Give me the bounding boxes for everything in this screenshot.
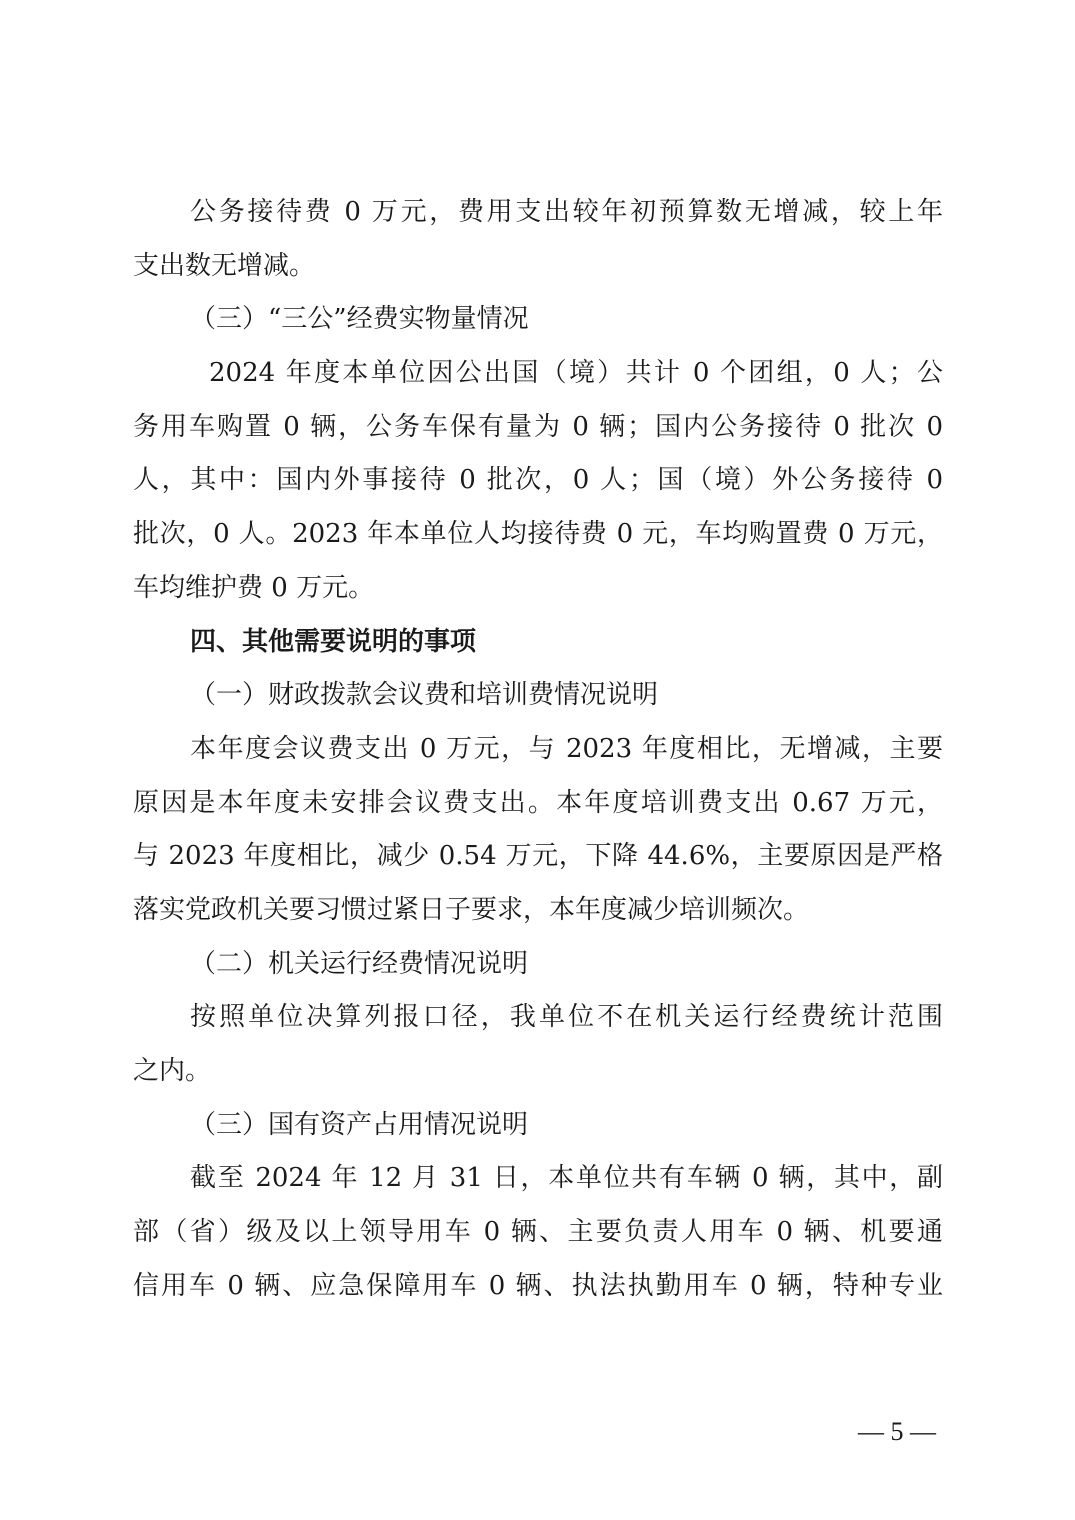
paragraph-line: 人，其中：国内外事接待 0 批次，0 人；国（境）外公务接待 0 [133,465,943,496]
subsection-heading: （三）“三公”经费实物量情况 [190,304,529,335]
paragraph-line: 截至 2024 年 12 月 31 日，本单位共有车辆 0 辆，其中，副 [190,1163,943,1194]
section-heading: 四、其他需要说明的事项 [190,626,477,657]
subsection-heading: （一）财政拨款会议费和培训费情况说明 [190,680,659,711]
paragraph-line: 之内。 [133,1056,212,1086]
paragraph-line: 车均维护费 0 万元。 [133,572,375,603]
paragraph-line: 务用车购置 0 辆，公务车保有量为 0 辆；国内公务接待 0 批次 0 [133,411,943,442]
paragraph-line: 按照单位决算列报口径，我单位不在机关运行经费统计范围 [190,1002,943,1033]
paragraph-line: 与 2023 年度相比，减少 0.54 万元，下降 44.6%，主要原因是严格 [133,841,943,872]
paragraph-line: 2024 年度本单位因公出国（境）共计 0 个团组，0 人；公 [209,358,943,389]
subsection-heading: （二）机关运行经费情况说明 [190,948,529,979]
paragraph-line: 公务接待费 0 万元，费用支出较年初预算数无增减，较上年 [190,197,943,227]
document-body [133,186,943,1313]
subsection-heading: （三）国有资产占用情况说明 [190,1109,529,1140]
paragraph-line: 批次，0 人。2023 年本单位人均接待费 0 元，车均购置费 0 万元， [133,519,943,550]
paragraph-line: 信用车 0 辆、应急保障用车 0 辆、执法执勤用车 0 辆，特种专业 [133,1270,943,1301]
paragraph-line: 落实党政机关要习惯过紧日子要求，本年度减少培训频次。 [133,894,810,925]
paragraph-line: 原因是本年度未安排会议费支出。本年度培训费支出 0.67 万元， [133,787,943,818]
page-number: — 5 — [858,1417,936,1446]
paragraph-line: 部（省）级及以上领导用车 0 辆、主要负责人用车 0 辆、机要通 [133,1217,943,1248]
paragraph-line: 本年度会议费支出 0 万元，与 2023 年度相比，无增减，主要 [190,733,943,764]
paragraph-line: 支出数无增减。 [133,250,316,281]
